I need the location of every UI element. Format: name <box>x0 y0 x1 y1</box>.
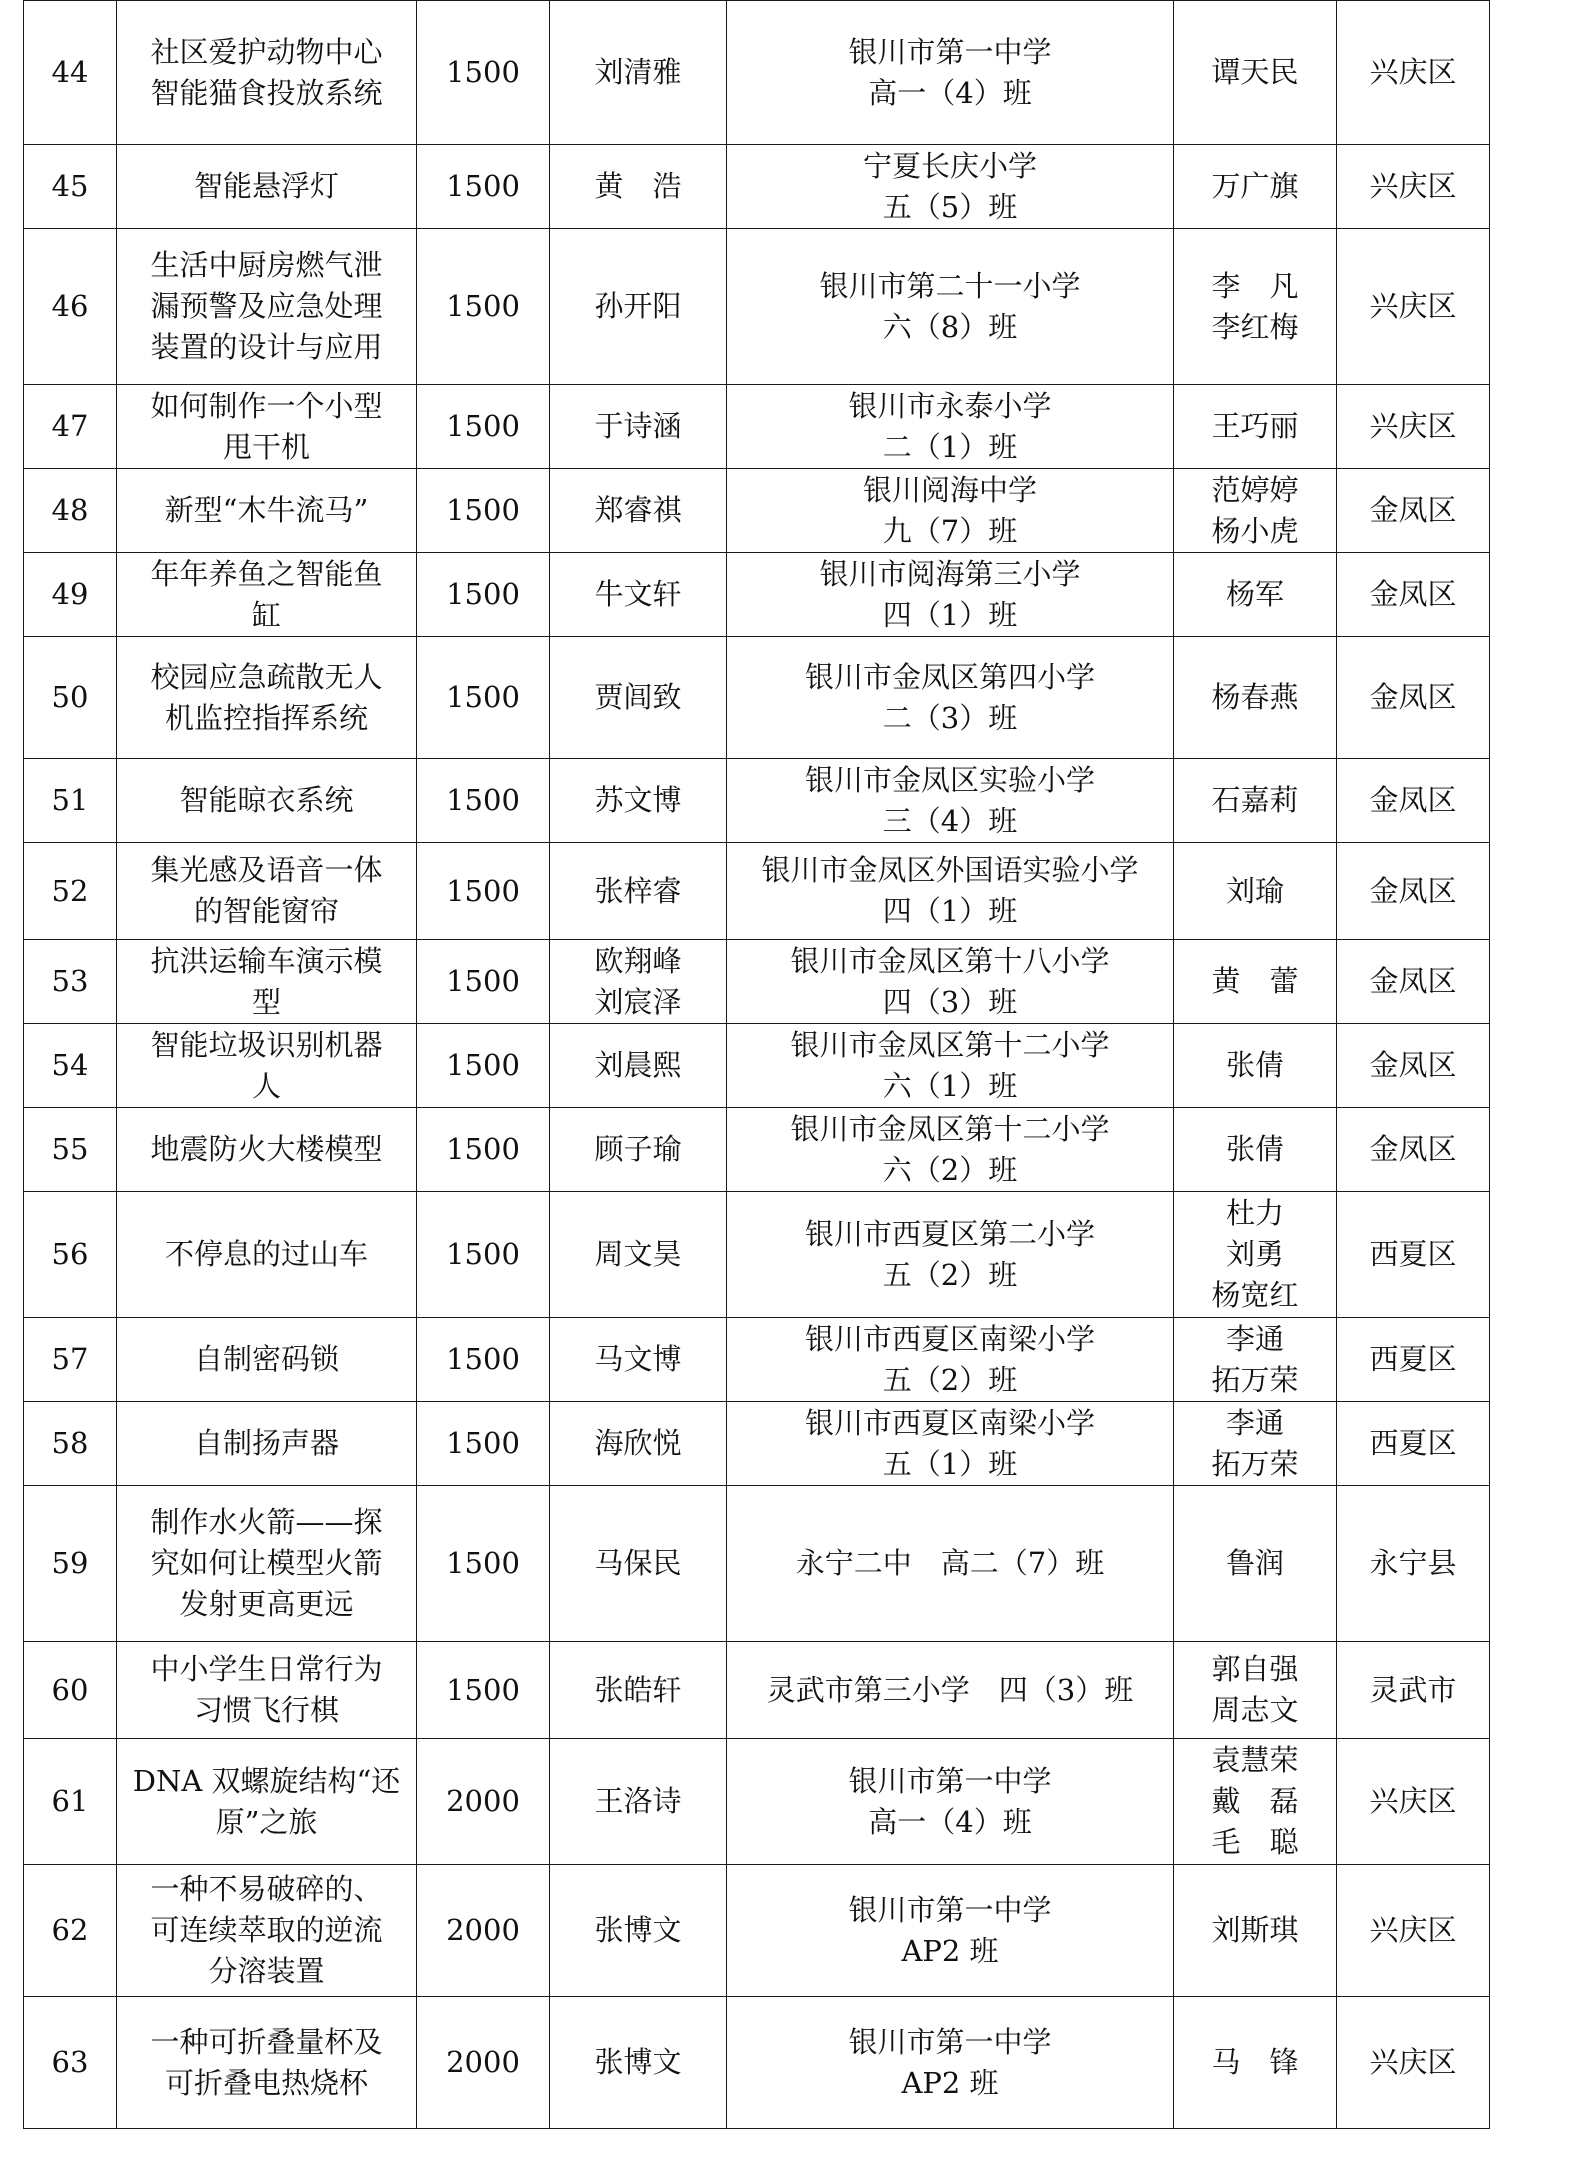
project-name-cell: 如何制作一个小型 甩干机 <box>117 385 417 469</box>
amount-cell: 1500 <box>417 553 550 637</box>
project-name-cell: 集光感及语音一体 的智能窗帘 <box>117 843 417 940</box>
amount-cell: 1500 <box>417 1486 550 1642</box>
teacher-cell: 万广旗 <box>1174 145 1337 229</box>
teacher-cell: 李通 拓万荣 <box>1174 1318 1337 1402</box>
row-number: 49 <box>24 553 117 637</box>
project-name-cell: 生活中厨房燃气泄 漏预警及应急处理 装置的设计与应用 <box>117 229 417 385</box>
school-class-cell: 银川市第一中学 高一（4）班 <box>727 1 1174 145</box>
project-name-cell: DNA 双螺旋结构“还 原”之旅 <box>117 1739 417 1865</box>
district-cell: 金凤区 <box>1337 637 1490 759</box>
district-cell: 西夏区 <box>1337 1192 1490 1318</box>
table-row <box>24 1108 1490 1192</box>
table-row <box>24 1486 1490 1642</box>
teacher-cell: 王巧丽 <box>1174 385 1337 469</box>
student-cell: 刘晨熙 <box>550 1024 727 1108</box>
project-name-cell: 校园应急疏散无人 机监控指挥系统 <box>117 637 417 759</box>
table-row <box>24 469 1490 553</box>
school-class-cell: 银川市金凤区实验小学 三（4）班 <box>727 759 1174 843</box>
amount-cell: 2000 <box>417 1865 550 1997</box>
district-cell: 兴庆区 <box>1337 229 1490 385</box>
student-cell: 贾闾致 <box>550 637 727 759</box>
student-cell: 苏文博 <box>550 759 727 843</box>
student-cell: 马文博 <box>550 1318 727 1402</box>
row-number: 54 <box>24 1024 117 1108</box>
school-class-cell: 银川市西夏区南梁小学 五（2）班 <box>727 1318 1174 1402</box>
row-number: 45 <box>24 145 117 229</box>
teacher-cell: 张倩 <box>1174 1108 1337 1192</box>
project-name-cell: 自制密码锁 <box>117 1318 417 1402</box>
row-number: 55 <box>24 1108 117 1192</box>
student-cell: 顾子瑜 <box>550 1108 727 1192</box>
table-row <box>24 1739 1490 1865</box>
table-row <box>24 1 1490 145</box>
project-name-cell: 新型“木牛流马” <box>117 469 417 553</box>
row-number: 59 <box>24 1486 117 1642</box>
row-number: 44 <box>24 1 117 145</box>
teacher-cell: 马 锋 <box>1174 1997 1337 2129</box>
school-class-cell: 宁夏长庆小学 五（5）班 <box>727 145 1174 229</box>
school-class-cell: 银川市金凤区第十二小学 六（1）班 <box>727 1024 1174 1108</box>
teacher-cell: 张倩 <box>1174 1024 1337 1108</box>
table-row <box>24 1192 1490 1318</box>
table-row <box>24 1642 1490 1739</box>
student-cell: 孙开阳 <box>550 229 727 385</box>
district-cell: 金凤区 <box>1337 843 1490 940</box>
teacher-cell: 袁慧荣 戴 磊 毛 聪 <box>1174 1739 1337 1865</box>
row-number: 60 <box>24 1642 117 1739</box>
district-cell: 金凤区 <box>1337 469 1490 553</box>
table-row <box>24 843 1490 940</box>
student-cell: 欧翔峰 刘宸泽 <box>550 940 727 1024</box>
student-cell: 张博文 <box>550 1865 727 1997</box>
school-class-cell: 银川市永泰小学 二（1）班 <box>727 385 1174 469</box>
row-number: 58 <box>24 1402 117 1486</box>
project-name-cell: 地震防火大楼模型 <box>117 1108 417 1192</box>
student-cell: 周文昊 <box>550 1192 727 1318</box>
table-row <box>24 637 1490 759</box>
teacher-cell: 黄 蕾 <box>1174 940 1337 1024</box>
amount-cell: 1500 <box>417 385 550 469</box>
row-number: 51 <box>24 759 117 843</box>
project-name-cell: 智能悬浮灯 <box>117 145 417 229</box>
teacher-cell: 李 凡 李红梅 <box>1174 229 1337 385</box>
school-class-cell: 银川阅海中学 九（7）班 <box>727 469 1174 553</box>
row-number: 47 <box>24 385 117 469</box>
amount-cell: 1500 <box>417 1192 550 1318</box>
amount-cell: 1500 <box>417 940 550 1024</box>
teacher-cell: 石嘉莉 <box>1174 759 1337 843</box>
district-cell: 西夏区 <box>1337 1318 1490 1402</box>
district-cell: 金凤区 <box>1337 759 1490 843</box>
amount-cell: 1500 <box>417 469 550 553</box>
row-number: 46 <box>24 229 117 385</box>
school-class-cell: 银川市金凤区第十八小学 四（3）班 <box>727 940 1174 1024</box>
project-table <box>23 0 1490 2129</box>
project-name-cell: 社区爱护动物中心 智能猫食投放系统 <box>117 1 417 145</box>
district-cell: 兴庆区 <box>1337 145 1490 229</box>
school-class-cell: 银川市阅海第三小学 四（1）班 <box>727 553 1174 637</box>
amount-cell: 1500 <box>417 843 550 940</box>
row-number: 50 <box>24 637 117 759</box>
district-cell: 金凤区 <box>1337 553 1490 637</box>
teacher-cell: 鲁润 <box>1174 1486 1337 1642</box>
table-row <box>24 553 1490 637</box>
project-name-cell: 智能晾衣系统 <box>117 759 417 843</box>
project-name-cell: 自制扬声器 <box>117 1402 417 1486</box>
amount-cell: 1500 <box>417 145 550 229</box>
student-cell: 刘清雅 <box>550 1 727 145</box>
student-cell: 王洛诗 <box>550 1739 727 1865</box>
row-number: 61 <box>24 1739 117 1865</box>
student-cell: 马保民 <box>550 1486 727 1642</box>
school-class-cell: 银川市第一中学 AP2 班 <box>727 1865 1174 1997</box>
school-class-cell: 银川市第一中学 高一（4）班 <box>727 1739 1174 1865</box>
district-cell: 金凤区 <box>1337 940 1490 1024</box>
row-number: 53 <box>24 940 117 1024</box>
student-cell: 郑睿祺 <box>550 469 727 553</box>
table-row <box>24 229 1490 385</box>
school-class-cell: 银川市金凤区第四小学 二（3）班 <box>727 637 1174 759</box>
school-class-cell: 银川市金凤区第十二小学 六（2）班 <box>727 1108 1174 1192</box>
row-number: 56 <box>24 1192 117 1318</box>
amount-cell: 1500 <box>417 1024 550 1108</box>
district-cell: 灵武市 <box>1337 1642 1490 1739</box>
table-row <box>24 1318 1490 1402</box>
district-cell: 兴庆区 <box>1337 385 1490 469</box>
school-class-cell: 银川市金凤区外国语实验小学 四（1）班 <box>727 843 1174 940</box>
amount-cell: 1500 <box>417 1402 550 1486</box>
teacher-cell: 谭天民 <box>1174 1 1337 145</box>
amount-cell: 1500 <box>417 1642 550 1739</box>
district-cell: 兴庆区 <box>1337 1865 1490 1997</box>
table-row <box>24 1865 1490 1997</box>
teacher-cell: 杨军 <box>1174 553 1337 637</box>
table-row <box>24 1402 1490 1486</box>
teacher-cell: 杨春燕 <box>1174 637 1337 759</box>
project-name-cell: 智能垃圾识别机器 人 <box>117 1024 417 1108</box>
school-class-cell: 银川市第二十一小学 六（8）班 <box>727 229 1174 385</box>
student-cell: 黄 浩 <box>550 145 727 229</box>
district-cell: 金凤区 <box>1337 1024 1490 1108</box>
amount-cell: 2000 <box>417 1739 550 1865</box>
school-class-cell: 银川市第一中学 AP2 班 <box>727 1997 1174 2129</box>
district-cell: 兴庆区 <box>1337 1997 1490 2129</box>
teacher-cell: 郭自强 周志文 <box>1174 1642 1337 1739</box>
row-number: 62 <box>24 1865 117 1997</box>
district-cell: 永宁县 <box>1337 1486 1490 1642</box>
amount-cell: 1500 <box>417 1108 550 1192</box>
row-number: 63 <box>24 1997 117 2129</box>
student-cell: 海欣悦 <box>550 1402 727 1486</box>
table-row <box>24 759 1490 843</box>
student-cell: 张梓睿 <box>550 843 727 940</box>
table-row <box>24 145 1490 229</box>
district-cell: 金凤区 <box>1337 1108 1490 1192</box>
school-class-cell: 永宁二中 高二（7）班 <box>727 1486 1174 1642</box>
teacher-cell: 范婷婷 杨小虎 <box>1174 469 1337 553</box>
project-name-cell: 中小学生日常行为 习惯飞行棋 <box>117 1642 417 1739</box>
teacher-cell: 刘瑜 <box>1174 843 1337 940</box>
amount-cell: 1500 <box>417 1318 550 1402</box>
student-cell: 牛文轩 <box>550 553 727 637</box>
district-cell: 西夏区 <box>1337 1402 1490 1486</box>
school-class-cell: 银川市西夏区南梁小学 五（1）班 <box>727 1402 1174 1486</box>
district-cell: 兴庆区 <box>1337 1 1490 145</box>
project-name-cell: 一种可折叠量杯及 可折叠电热烧杯 <box>117 1997 417 2129</box>
row-number: 52 <box>24 843 117 940</box>
project-name-cell: 抗洪运输车演示模 型 <box>117 940 417 1024</box>
district-cell: 兴庆区 <box>1337 1739 1490 1865</box>
table-row <box>24 1997 1490 2129</box>
student-cell: 张博文 <box>550 1997 727 2129</box>
school-class-cell: 银川市西夏区第二小学 五（2）班 <box>727 1192 1174 1318</box>
amount-cell: 1500 <box>417 637 550 759</box>
table-row <box>24 940 1490 1024</box>
student-cell: 张皓轩 <box>550 1642 727 1739</box>
project-name-cell: 年年养鱼之智能鱼 缸 <box>117 553 417 637</box>
amount-cell: 1500 <box>417 759 550 843</box>
table-row <box>24 385 1490 469</box>
amount-cell: 1500 <box>417 229 550 385</box>
table-body <box>24 1 1490 2129</box>
student-cell: 于诗涵 <box>550 385 727 469</box>
project-name-cell: 制作水火箭——探 究如何让模型火箭 发射更高更远 <box>117 1486 417 1642</box>
project-name-cell: 一种不易破碎的、 可连续萃取的逆流 分溶装置 <box>117 1865 417 1997</box>
row-number: 57 <box>24 1318 117 1402</box>
teacher-cell: 刘斯琪 <box>1174 1865 1337 1997</box>
table-row <box>24 1024 1490 1108</box>
amount-cell: 2000 <box>417 1997 550 2129</box>
project-name-cell: 不停息的过山车 <box>117 1192 417 1318</box>
teacher-cell: 杜力 刘勇 杨宽红 <box>1174 1192 1337 1318</box>
school-class-cell: 灵武市第三小学 四（3）班 <box>727 1642 1174 1739</box>
amount-cell: 1500 <box>417 1 550 145</box>
teacher-cell: 李通 拓万荣 <box>1174 1402 1337 1486</box>
row-number: 48 <box>24 469 117 553</box>
